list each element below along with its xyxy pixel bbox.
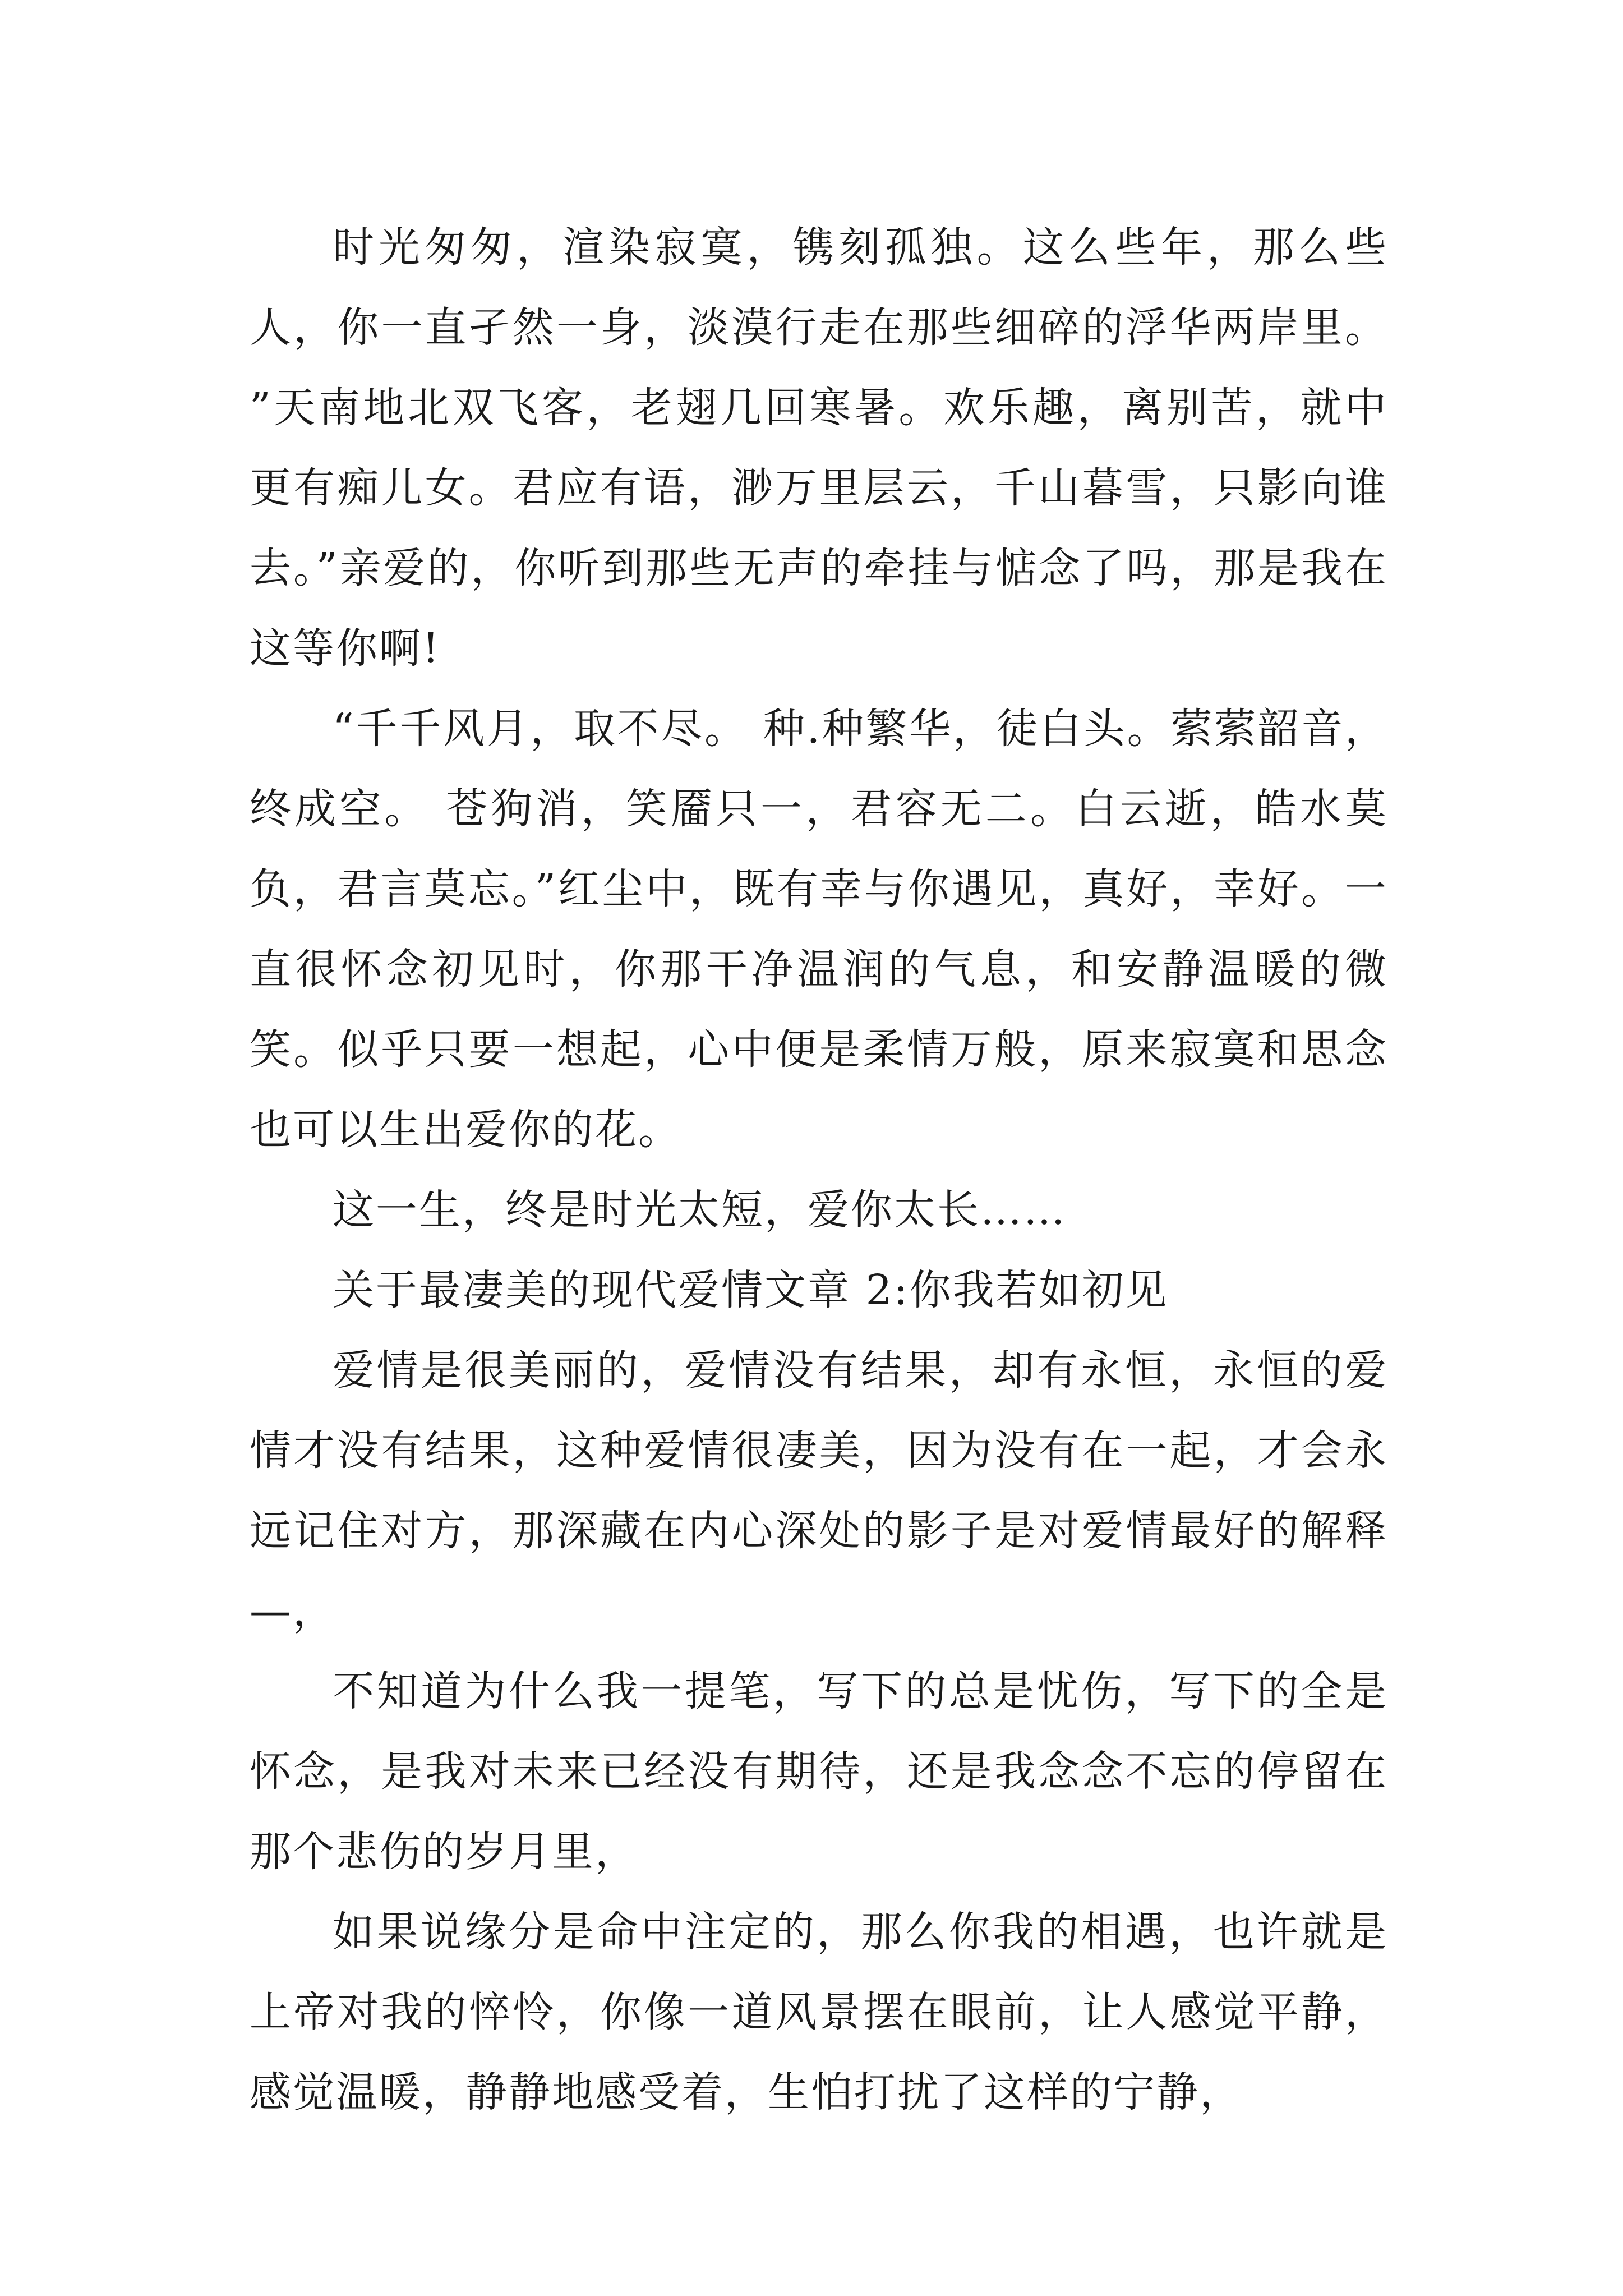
- paragraph: 时光匆匆，渲染寂寞，镌刻孤独。这么些年，那么些人，你一直孑然一身，淡漠行走在那些细碎的浮华两岸里。 ”天南地北双飞客，老翅几回寒暑。欢乐趣，离别苦，就中更有痴儿女。君应有语，渺万里层云，千山暮雪，只影向谁去。”亲爱的，你听到那些无声的牵挂与惦念了吗，那是我在这等你啊!: [250, 223, 1388, 673]
- paragraph: 不知道为什么我一提笔，写下的总是忧伤，写下的全是怀念，是我对未来已经没有期待，还是我念念不忘的停留在那个悲伤的岁月里，: [250, 1667, 1388, 1876]
- paragraph: “千千风月，取不尽。 种.种繁华，徒白头。萦萦韶音，终成空。 苍狗消，笑靥只一，君容无二。白云逝，皓水莫负，君言莫忘。”红尘中，既有幸与你遇见，真好，幸好。一直很怀念初见时，你那干净温润的气息，和安静温暖的微笑。似乎只要一想起，心中便是柔情万般，原来寂寞和思念也可以生出爱你的花。: [250, 705, 1388, 1154]
- section-heading: 关于最凄美的现代爱情文章 2:你我若如初见: [333, 1266, 1169, 1314]
- paragraph: 爱情是很美丽的，爱情没有结果，却有永恒，永恒的爱情才没有结果，这种爱情很凄美，因为没有在一起，才会永远记住对方，那深藏在内心深处的影子是对爱情最好的解释—，: [250, 1346, 1388, 1635]
- article-body: [250, 208, 1388, 2133]
- paragraph: 这一生，终是时光太短，爱你太长……: [333, 1186, 1067, 1234]
- paragraph: 如果说缘分是命中注定的，那么你我的相遇，也许就是上帝对我的悴怜，你像一道风景摆在眼前，让人感觉平静，感觉温暖，静静地感受着，生怕打扰了这样的宁静，: [250, 1908, 1388, 2116]
